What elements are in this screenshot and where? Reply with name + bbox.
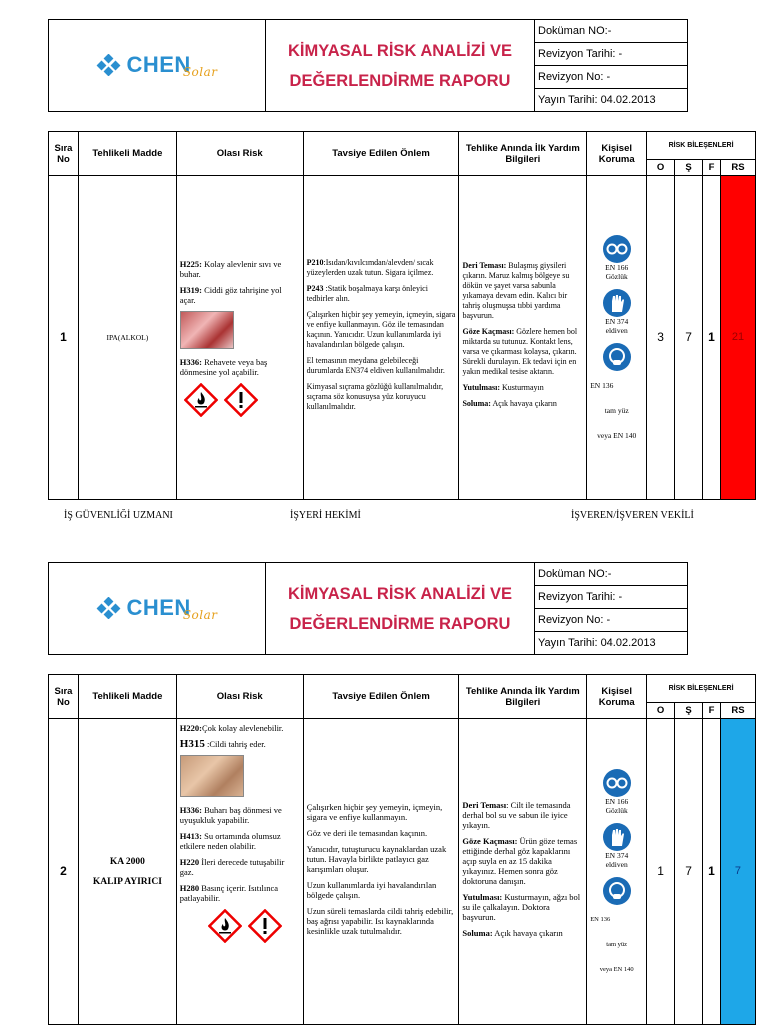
col-risk: Olası Risk [176,675,303,719]
col-rs: RS [720,703,755,719]
face-mask-icon [603,343,631,371]
title-line-2: DEĞERLENDİRME RAPORU [289,614,511,633]
risk-code: H413: [179,831,202,841]
substance-name: IPA(ALKOL) [78,176,176,500]
col-no: Sıra No [49,675,79,719]
risk-text: Rehavete veya baş dönmesine yol açabilir. [179,356,268,377]
logo-sub: Solar [182,607,218,622]
rev-no: Revizyon No: - [535,609,688,632]
ghs-pictograms [208,909,300,943]
col-no: Sıra No [49,132,79,176]
value-o: 1 [647,719,675,1025]
table-row [49,719,756,1025]
ppe-cell [587,719,647,1025]
col-risk: Olası Risk [176,132,303,176]
title-line-2: DEĞERLENDİRME RAPORU [289,71,511,90]
doc-no: Doküman NO:- [535,20,688,43]
report-title [266,563,535,655]
col-substance: Tehlikeli Madde [78,132,176,176]
gloves-caption-2: eldiven [605,860,628,869]
face-caption-3: veya EN 140 [597,431,637,440]
col-risk-components: RİSK BİLEŞENLERİ [647,132,756,160]
risk-text: Buharı baş dönmesi ve uyuşukluk yapabilir. [179,805,282,825]
title-line-1: KİMYASAL RİSK ANALİZİ VE [288,41,512,60]
risk-table-2 [48,674,756,1025]
measures-cell [303,176,459,500]
goggles-caption-2: Gözlük [605,806,628,815]
risk-text: Basınç içerir. Isıtılınca patlayabilir. [179,883,278,903]
flammable-icon [184,383,218,417]
exclamation-icon [248,909,282,943]
first-aid-text: : Cilt ile temasında derhal bol su ve sabun ile iyice yıkayın. [462,799,571,830]
measure-text: Kimyasal sıçrama gözlüğü kullanılmalıdır, sıçrama söz konusuysa yüz koruyucu kullanılmalıdır. [306,381,444,411]
face-mask-icon [603,877,631,905]
flammable-icon [208,909,242,943]
col-s: Ş [675,703,703,719]
gloves-caption-2: eldiven [605,326,628,335]
measure-code: P243 [306,283,324,293]
report-header-1 [48,19,688,109]
col-f: F [703,703,721,719]
measure-text: Uzun kullanımlarda iyi havalandırılan bölgede çalışın. [306,879,437,900]
logo-sub: Solar [182,64,218,79]
report-header-2 [48,562,688,652]
doc-no: Doküman NO:- [535,563,688,586]
risk-text: Çok kolay alevlenebilir. [201,723,284,733]
risk-code: H315 [179,738,205,750]
col-ppe: Kişisel Koruma [587,132,647,176]
col-measures: Tavsiye Edilen Önlem [303,132,459,176]
risk-text: Ciddi göz tahrişine yol açar. [179,284,282,305]
value-s: 7 [675,176,703,500]
ppe-cell [587,176,647,500]
risk-text: İleri derecede tutuşabilir gaz. [179,857,285,877]
col-substance: Tehlikeli Madde [78,675,176,719]
report-title [266,20,535,112]
col-rs: RS [721,160,756,176]
first-aid-text: Bulaşmış giysileri çıkarın. Maruz kalmış bölgeye su dökün ve şayet varsa sabunla yıkamaya devam edin. Kalıcı bir tahriş oluşmuşsa tıbbi yardıma başvurun. [462,260,570,320]
first-aid-code: Soluma: [462,398,491,408]
risk-code: H336: [179,805,202,815]
first-aid-text: Kusturmayın [499,382,544,392]
value-s: 7 [675,719,703,1025]
measure-text: El temasının meydana gelebileceği durumlarda EN374 eldiven kullanılmalıdır. [306,355,445,375]
first-aid-text: Açık havaya çıkarın [492,927,563,938]
company-logo [96,51,217,79]
goggles-icon [603,235,631,263]
risk-table-1 [48,131,756,500]
substance-name [78,719,176,1025]
exclamation-icon [224,383,258,417]
col-first-aid: Tehlike Anında İlk Yardım Bilgileri [459,675,587,719]
measure-code: P210 [306,257,324,267]
table-row [49,176,756,500]
col-o: O [647,703,675,719]
sign-safety-expert: İŞ GÜVENLİĞİ UZMANI [64,510,173,521]
goggles-caption-1: EN 166 [605,797,629,806]
risk-text: :Cildi tahriş eder. [204,739,266,749]
col-first-aid: Tehlike Anında İlk Yardım Bilgileri [459,132,587,176]
substance-line-2: KALIP AYIRICI [92,876,162,887]
first-aid-text: Kusturmayın, ağzı bol su ile çalkalayın. Doktora başvurun. [462,891,581,922]
value-f: 1 [703,719,721,1025]
rev-date: Revizyon Tarihi: - [535,43,688,66]
measure-text: :Statik boşalmaya karşı önleyici tedbirler alın. [306,283,428,303]
first-aid-code: Soluma: [462,927,493,938]
gloves-caption-1: EN 374 [605,317,629,326]
risk-code: H220: [179,723,202,733]
rev-no: Revizyon No: - [535,66,688,89]
value-f: 1 [703,176,721,500]
goggles-icon [603,769,631,797]
value-o: 3 [647,176,675,500]
rev-date: Revizyon Tarihi: - [535,586,688,609]
face-caption-2: tam yüz [604,406,629,415]
first-aid-code: Yutulması: [462,891,503,902]
face-caption-3: veya EN 140 [599,966,634,973]
pub-date: Yayın Tarihi: 04.02.2013 [535,89,688,112]
first-aid-code: Deri Teması [462,799,507,810]
eye-irritation-photo [180,311,234,349]
first-aid-cell [459,719,587,1025]
face-caption-1: EN 136 [590,916,611,923]
logo-brand: CHEN [126,51,191,77]
risk-cell [176,719,303,1025]
risk-code: H280 [179,883,200,893]
row-no: 2 [49,719,79,1025]
col-measures: Tavsiye Edilen Önlem [303,675,459,719]
risk-text: Su ortamında olumsuz etkilere neden olabilir. [179,831,281,851]
goggles-caption-1: EN 166 [605,263,629,272]
risk-code: H319: [179,284,202,295]
logo-brand: CHEN [126,594,191,620]
risk-code: H225: [179,258,202,269]
measure-text: Çalışırken hiçbir şey yemeyin, içmeyin, sigara ve enfiye kullanmayın. [306,801,443,822]
col-ppe: Kişisel Koruma [587,675,647,719]
face-caption-1: EN 136 [590,381,614,390]
value-rs: 7 [720,719,755,1025]
measures-cell [303,719,459,1025]
first-aid-text: Gözlere hemen bol miktarda su tutunuz. Kontakt lens, varsa ve çıkarması kolaysa, çıkarın. Sürekli durulayın. Ek tedavi için en yakın medikal tesise aktarın. [462,326,578,376]
col-risk-components: RİSK BİLEŞENLERİ [647,675,756,703]
title-line-1: KİMYASAL RİSK ANALİZİ VE [288,584,512,603]
col-o: O [647,160,675,176]
goggles-caption-2: Gözlük [605,272,628,281]
substance-line-1: KA 2000 [109,856,145,867]
first-aid-text: Ürün göze temas ettiğinde derhal göz kapaklarını açıp suyla en az 15 dakika yıkayınız. Hemen sonra göz doktoruna danışın. [462,835,578,886]
col-s: Ş [675,160,703,176]
first-aid-code: Yutulması: [462,382,500,392]
first-aid-code: Göze Kaçması: [462,835,518,846]
first-aid-cell [459,176,587,500]
logo-cell [49,563,266,655]
measure-text: Göz ve deri ile temasından kaçının. [306,827,428,838]
logo-diamond-icon [96,597,122,619]
logo-cell [49,20,266,112]
risk-cell [176,176,303,500]
gloves-caption-1: EN 374 [605,851,629,860]
ghs-pictograms [184,383,300,417]
face-caption-2: tam yüz [606,941,628,948]
pub-date: Yayın Tarihi: 04.02.2013 [535,632,688,655]
measure-text: :Isıdan/kıvılcımdan/alevden/ sıcak yüzeylerden uzak tutun. Sigara içilmez. [306,257,434,277]
risk-code: H336: [179,356,202,367]
logo-diamond-icon [96,54,122,76]
measure-text: Çalışırken hiçbir şey yemeyin, içmeyin, sigara ve enfiye kullanmayın. Göz ile temasından kaçının. Yanıcıdır. Uzun kullanımlarda iyi havalandırılan bölgede çalışın. [306,309,456,349]
first-aid-text: Açık havaya çıkarın [490,398,557,408]
gloves-icon [603,289,631,317]
row-no: 1 [49,176,79,500]
col-f: F [703,160,721,176]
company-logo [96,594,217,622]
skin-irritation-photo [180,755,244,797]
measure-text: Uzun süreli temaslarda cildi tahriş edebilir, baş ağrısı yapabilir. Isı kaynaklarında kesinlikle uzak tutulmalıdır. [306,905,454,936]
gloves-icon [603,823,631,851]
risk-code: H220 [179,857,200,867]
risk-text: Kolay alevlenir sıvı ve buhar. [179,258,282,279]
value-rs: 21 [721,176,756,500]
sign-employer: İŞVEREN/İŞVEREN VEKİLİ [571,510,694,521]
sign-doctor: İŞYERİ HEKİMİ [290,510,361,521]
first-aid-code: Deri Teması: [462,260,507,270]
first-aid-code: Göze Kaçması: [462,326,515,336]
measure-text: Yanıcıdır, tutuşturucu kaynaklardan uzak tutun. Havayla birlikte patlayıcı gaz karışımları oluşur. [306,843,447,874]
